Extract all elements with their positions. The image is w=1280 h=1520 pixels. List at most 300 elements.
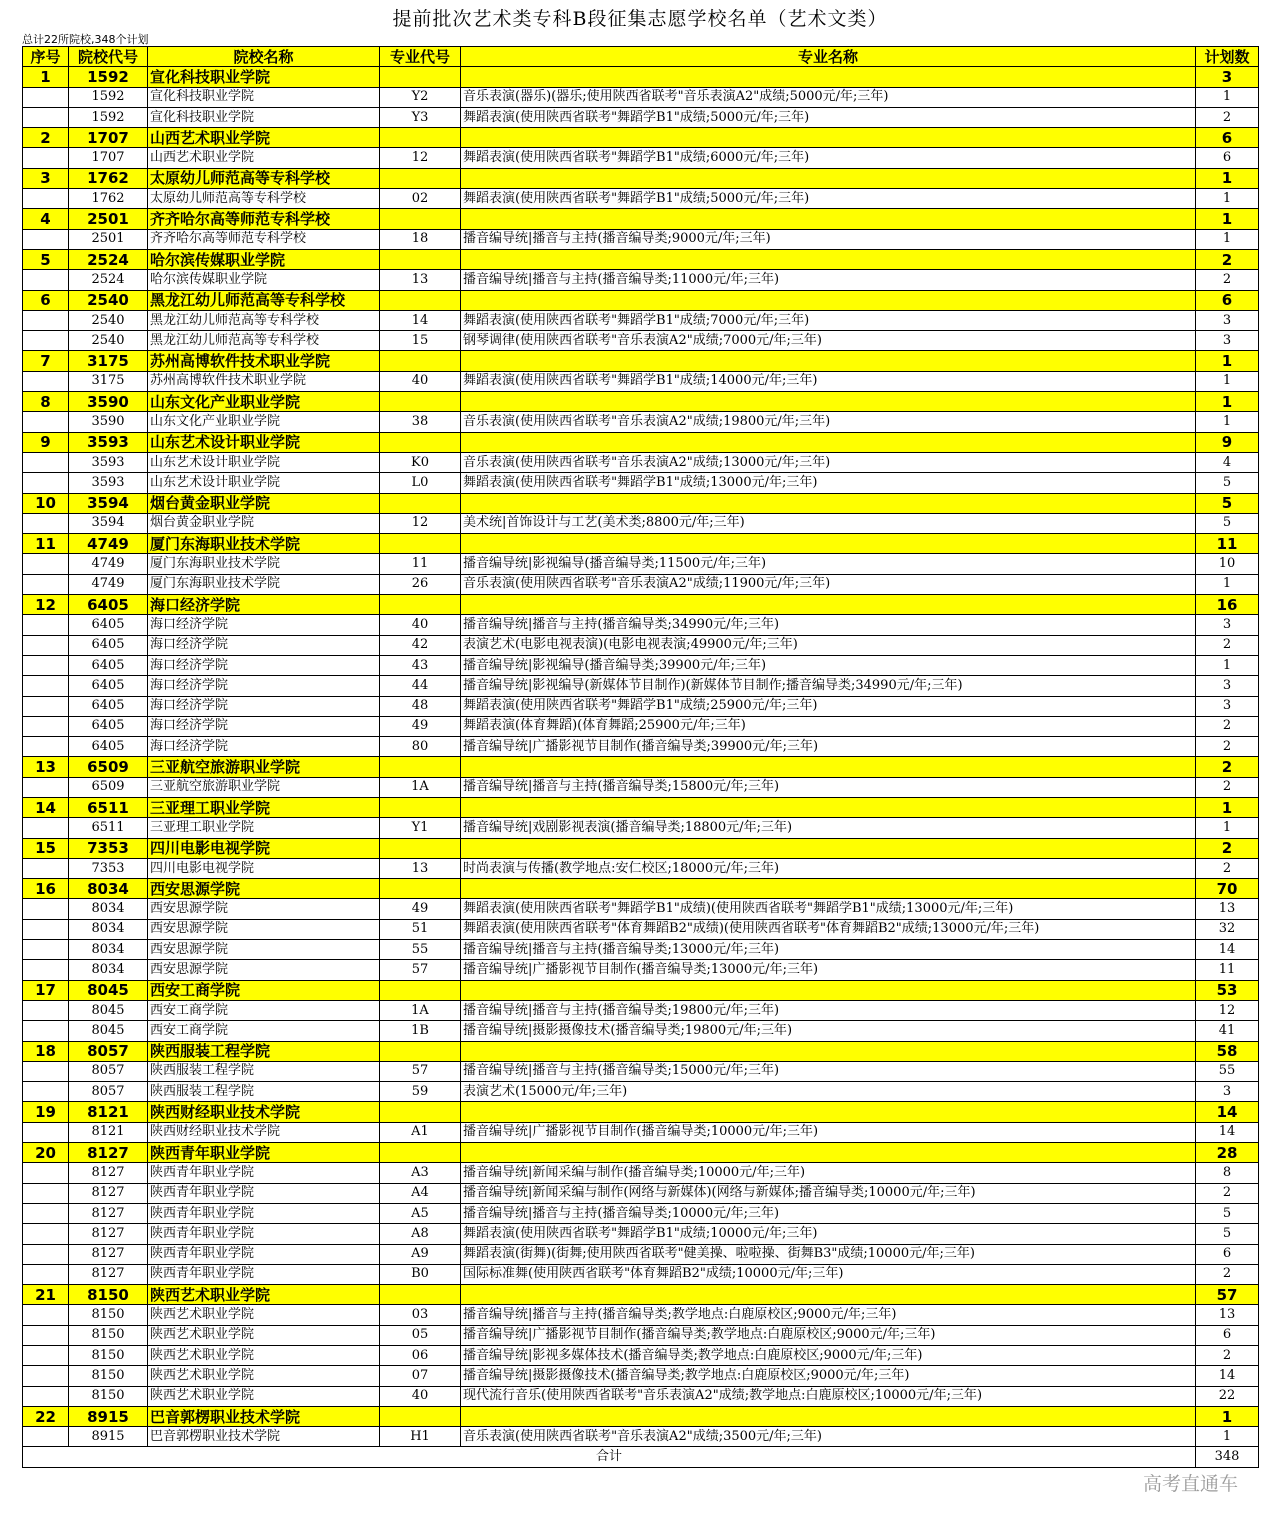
major-school-name: 三亚航空旅游职业学院 xyxy=(148,777,380,797)
school-seq: 1 xyxy=(23,67,69,87)
major-row xyxy=(23,1203,1259,1223)
major-code: 49 xyxy=(380,899,461,919)
school-row xyxy=(23,1102,1259,1122)
major-name: 舞蹈表演(使用陕西省联考"体育舞蹈B2"成绩)(使用陕西省联考"体育舞蹈B2"成绩;13000元/年;三年) xyxy=(461,919,1196,939)
major-name: 播音编导统|影视编导(播音编导类;11500元/年;三年) xyxy=(461,554,1196,574)
major-seq-empty xyxy=(23,1386,69,1406)
major-code: 1A xyxy=(380,1000,461,1020)
school-seq: 11 xyxy=(23,534,69,554)
major-school-code: 8034 xyxy=(69,919,148,939)
school-major-code-empty xyxy=(380,838,461,858)
major-code: 40 xyxy=(380,615,461,635)
major-code: A8 xyxy=(380,1224,461,1244)
major-school-code: 2540 xyxy=(69,310,148,330)
major-seq-empty xyxy=(23,1021,69,1041)
major-school-code: 8057 xyxy=(69,1082,148,1102)
major-code: 44 xyxy=(380,676,461,696)
watermark-logo: 高考直通车 xyxy=(1143,1473,1239,1495)
major-row xyxy=(23,676,1259,696)
school-row xyxy=(23,432,1259,452)
major-name: 播音编导统|影视编导(新媒体节目制作)(新媒体节目制作;播音编导类;34990元/年;三年) xyxy=(461,676,1196,696)
major-school-code: 6509 xyxy=(69,777,148,797)
school-row xyxy=(23,757,1259,777)
major-seq-empty xyxy=(23,107,69,127)
major-seq-empty xyxy=(23,554,69,574)
major-seq-empty xyxy=(23,87,69,107)
school-row xyxy=(23,879,1259,899)
school-code: 8034 xyxy=(69,879,148,899)
major-plan: 14 xyxy=(1196,1122,1259,1142)
major-plan: 6 xyxy=(1196,1325,1259,1345)
major-school-name: 四川电影电视学院 xyxy=(148,858,380,878)
school-code: 3593 xyxy=(69,432,148,452)
major-school-code: 6405 xyxy=(69,615,148,635)
major-school-name: 陕西服装工程学院 xyxy=(148,1082,380,1102)
major-code: 55 xyxy=(380,940,461,960)
major-seq-empty xyxy=(23,676,69,696)
school-major-name-empty xyxy=(461,1143,1196,1163)
school-major-name-empty xyxy=(461,1285,1196,1305)
header-plan: 计划数 xyxy=(1196,47,1259,67)
major-name: 钢琴调律(使用陕西省联考"音乐表演A2"成绩;7000元/年;三年) xyxy=(461,331,1196,351)
major-name: 国际标准舞(使用陕西省联考"体育舞蹈B2"成绩;10000元/年;三年) xyxy=(461,1264,1196,1284)
major-code: 18 xyxy=(380,229,461,249)
major-school-code: 8150 xyxy=(69,1386,148,1406)
school-name: 西安工商学院 xyxy=(148,980,380,1000)
major-school-code: 3590 xyxy=(69,412,148,432)
school-row xyxy=(23,1143,1259,1163)
school-seq: 7 xyxy=(23,351,69,371)
major-plan: 1 xyxy=(1196,371,1259,391)
major-school-name: 陕西青年职业学院 xyxy=(148,1264,380,1284)
major-school-code: 2501 xyxy=(69,229,148,249)
school-seq: 16 xyxy=(23,879,69,899)
school-code: 2501 xyxy=(69,209,148,229)
major-seq-empty xyxy=(23,858,69,878)
table-body xyxy=(23,67,1259,1447)
major-school-code: 6405 xyxy=(69,635,148,655)
school-plan: 53 xyxy=(1196,980,1259,1000)
school-row xyxy=(23,980,1259,1000)
school-row xyxy=(23,392,1259,412)
major-name: 美术统|首饰设计与工艺(美术类;8800元/年;三年) xyxy=(461,513,1196,533)
major-seq-empty xyxy=(23,919,69,939)
major-row xyxy=(23,1264,1259,1284)
major-school-code: 8034 xyxy=(69,940,148,960)
school-name: 西安思源学院 xyxy=(148,879,380,899)
school-major-code-empty xyxy=(380,534,461,554)
major-code: 07 xyxy=(380,1366,461,1386)
major-seq-empty xyxy=(23,574,69,594)
major-seq-empty xyxy=(23,737,69,757)
school-row xyxy=(23,290,1259,310)
major-row xyxy=(23,696,1259,716)
major-name: 舞蹈表演(使用陕西省联考"舞蹈学B1"成绩)(使用陕西省联考"舞蹈学B1"成绩;13000元/年;三年) xyxy=(461,899,1196,919)
major-plan: 2 xyxy=(1196,1346,1259,1366)
school-code: 3590 xyxy=(69,392,148,412)
major-code: 40 xyxy=(380,1386,461,1406)
major-name: 播音编导统|广播影视节目制作(播音编导类;13000元/年;三年) xyxy=(461,960,1196,980)
major-name: 播音编导统|摄影摄像技术(播音编导类;教学地点:白鹿原校区;9000元/年;三年) xyxy=(461,1366,1196,1386)
major-code: 12 xyxy=(380,148,461,168)
school-row xyxy=(23,595,1259,615)
school-seq: 8 xyxy=(23,392,69,412)
school-major-code-empty xyxy=(380,757,461,777)
school-code: 8127 xyxy=(69,1143,148,1163)
school-seq: 10 xyxy=(23,493,69,513)
major-code: A3 xyxy=(380,1163,461,1183)
school-row xyxy=(23,1406,1259,1426)
school-major-name-empty xyxy=(461,1406,1196,1426)
major-code: 11 xyxy=(380,554,461,574)
major-school-name: 宣化科技职业学院 xyxy=(148,87,380,107)
major-school-name: 厦门东海职业技术学院 xyxy=(148,574,380,594)
major-row xyxy=(23,1122,1259,1142)
major-code: 49 xyxy=(380,716,461,736)
major-row xyxy=(23,473,1259,493)
major-school-name: 海口经济学院 xyxy=(148,716,380,736)
major-code: 48 xyxy=(380,696,461,716)
school-code: 6509 xyxy=(69,757,148,777)
major-name: 播音编导统|播音与主持(播音编导类;19800元/年;三年) xyxy=(461,1000,1196,1020)
school-name: 齐齐哈尔高等师范专科学校 xyxy=(148,209,380,229)
school-seq: 20 xyxy=(23,1143,69,1163)
major-name: 播音编导统|播音与主持(播音编导类;教学地点:白鹿原校区;9000元/年;三年) xyxy=(461,1305,1196,1325)
header-code: 院校代号 xyxy=(69,47,148,67)
major-school-name: 苏州高博软件技术职业学院 xyxy=(148,371,380,391)
major-school-name: 陕西财经职业技术学院 xyxy=(148,1122,380,1142)
major-row xyxy=(23,940,1259,960)
major-seq-empty xyxy=(23,270,69,290)
major-name: 播音编导统|播音与主持(播音编导类;15800元/年;三年) xyxy=(461,777,1196,797)
school-major-name-empty xyxy=(461,1041,1196,1061)
major-school-code: 8127 xyxy=(69,1163,148,1183)
school-plan: 5 xyxy=(1196,493,1259,513)
major-code: H1 xyxy=(380,1427,461,1447)
school-code: 2524 xyxy=(69,249,148,269)
school-plan: 57 xyxy=(1196,1285,1259,1305)
major-school-name: 哈尔滨传媒职业学院 xyxy=(148,270,380,290)
major-name: 舞蹈表演(使用陕西省联考"舞蹈学B1"成绩;5000元/年;三年) xyxy=(461,107,1196,127)
header-row xyxy=(23,47,1259,67)
school-name: 哈尔滨传媒职业学院 xyxy=(148,249,380,269)
major-plan: 4 xyxy=(1196,452,1259,472)
major-name: 播音编导统|摄影摄像技术(播音编导类;19800元/年;三年) xyxy=(461,1021,1196,1041)
header-major-name: 专业名称 xyxy=(461,47,1196,67)
major-plan: 13 xyxy=(1196,899,1259,919)
school-major-name-empty xyxy=(461,168,1196,188)
school-seq: 5 xyxy=(23,249,69,269)
major-plan: 22 xyxy=(1196,1386,1259,1406)
major-school-code: 6405 xyxy=(69,716,148,736)
school-major-code-empty xyxy=(380,392,461,412)
major-code: Y2 xyxy=(380,87,461,107)
school-name: 巴音郭楞职业技术学院 xyxy=(148,1406,380,1426)
school-code: 3175 xyxy=(69,351,148,371)
school-row xyxy=(23,249,1259,269)
major-plan: 2 xyxy=(1196,270,1259,290)
major-school-name: 海口经济学院 xyxy=(148,655,380,675)
major-school-code: 4749 xyxy=(69,554,148,574)
school-major-name-empty xyxy=(461,757,1196,777)
major-row xyxy=(23,574,1259,594)
major-seq-empty xyxy=(23,1366,69,1386)
major-code: 40 xyxy=(380,371,461,391)
major-seq-empty xyxy=(23,1163,69,1183)
major-plan: 1 xyxy=(1196,189,1259,209)
major-plan: 2 xyxy=(1196,107,1259,127)
school-code: 8915 xyxy=(69,1406,148,1426)
major-name: 播音编导统|新闻采编与制作(播音编导类;10000元/年;三年) xyxy=(461,1163,1196,1183)
major-school-code: 4749 xyxy=(69,574,148,594)
school-name: 陕西服装工程学院 xyxy=(148,1041,380,1061)
school-name: 山西艺术职业学院 xyxy=(148,128,380,148)
major-plan: 3 xyxy=(1196,310,1259,330)
major-school-code: 8127 xyxy=(69,1183,148,1203)
major-code: 59 xyxy=(380,1082,461,1102)
major-code: 57 xyxy=(380,1061,461,1081)
major-code: A5 xyxy=(380,1203,461,1223)
major-school-name: 黑龙江幼儿师范高等专科学校 xyxy=(148,331,380,351)
major-row xyxy=(23,1000,1259,1020)
school-plan: 2 xyxy=(1196,249,1259,269)
major-row xyxy=(23,899,1259,919)
major-name: 播音编导统|播音与主持(播音编导类;10000元/年;三年) xyxy=(461,1203,1196,1223)
major-plan: 5 xyxy=(1196,1203,1259,1223)
school-name: 宣化科技职业学院 xyxy=(148,67,380,87)
major-school-code: 3175 xyxy=(69,371,148,391)
school-major-code-empty xyxy=(380,1406,461,1426)
school-major-code-empty xyxy=(380,595,461,615)
major-plan: 5 xyxy=(1196,1224,1259,1244)
major-name: 舞蹈表演(使用陕西省联考"舞蹈学B1"成绩;7000元/年;三年) xyxy=(461,310,1196,330)
school-plan: 3 xyxy=(1196,67,1259,87)
major-name: 播音编导统|广播影视节目制作(播音编导类;教学地点:白鹿原校区;9000元/年;三年) xyxy=(461,1325,1196,1345)
school-major-name-empty xyxy=(461,249,1196,269)
major-code: 15 xyxy=(380,331,461,351)
school-name: 太原幼儿师范高等专科学校 xyxy=(148,168,380,188)
total-row xyxy=(23,1447,1259,1467)
school-plan: 16 xyxy=(1196,595,1259,615)
major-row xyxy=(23,1427,1259,1447)
major-school-name: 巴音郭楞职业技术学院 xyxy=(148,1427,380,1447)
school-seq: 13 xyxy=(23,757,69,777)
major-school-name: 齐齐哈尔高等师范专科学校 xyxy=(148,229,380,249)
school-code: 8121 xyxy=(69,1102,148,1122)
major-school-code: 7353 xyxy=(69,858,148,878)
major-seq-empty xyxy=(23,1061,69,1081)
major-seq-empty xyxy=(23,940,69,960)
school-seq: 4 xyxy=(23,209,69,229)
school-major-code-empty xyxy=(380,209,461,229)
major-name: 舞蹈表演(使用陕西省联考"舞蹈学B1"成绩;25900元/年;三年) xyxy=(461,696,1196,716)
school-seq: 15 xyxy=(23,838,69,858)
major-school-code: 8150 xyxy=(69,1325,148,1345)
school-major-code-empty xyxy=(380,879,461,899)
major-row xyxy=(23,412,1259,432)
major-row xyxy=(23,1183,1259,1203)
major-school-code: 1762 xyxy=(69,189,148,209)
major-seq-empty xyxy=(23,655,69,675)
major-row xyxy=(23,87,1259,107)
major-seq-empty xyxy=(23,1203,69,1223)
major-plan: 3 xyxy=(1196,1082,1259,1102)
major-plan: 14 xyxy=(1196,1366,1259,1386)
major-school-code: 6405 xyxy=(69,655,148,675)
major-code: Y1 xyxy=(380,818,461,838)
major-row xyxy=(23,635,1259,655)
school-major-name-empty xyxy=(461,290,1196,310)
major-school-code: 8150 xyxy=(69,1366,148,1386)
major-row xyxy=(23,1346,1259,1366)
major-row xyxy=(23,1082,1259,1102)
school-row xyxy=(23,1285,1259,1305)
major-plan: 3 xyxy=(1196,331,1259,351)
major-school-name: 海口经济学院 xyxy=(148,615,380,635)
major-code: 26 xyxy=(380,574,461,594)
page-title: 提前批次艺术类专科B段征集志愿学校名单（艺术文类） xyxy=(392,8,888,30)
school-name: 四川电影电视学院 xyxy=(148,838,380,858)
major-seq-empty xyxy=(23,1325,69,1345)
major-plan: 10 xyxy=(1196,554,1259,574)
school-plan: 1 xyxy=(1196,209,1259,229)
major-plan: 1 xyxy=(1196,1427,1259,1447)
major-name: 音乐表演(使用陕西省联考"音乐表演A2"成绩;11900元/年;三年) xyxy=(461,574,1196,594)
school-row xyxy=(23,1041,1259,1061)
school-code: 1592 xyxy=(69,67,148,87)
major-code: 57 xyxy=(380,960,461,980)
major-seq-empty xyxy=(23,331,69,351)
school-name: 三亚航空旅游职业学院 xyxy=(148,757,380,777)
school-major-name-empty xyxy=(461,392,1196,412)
major-code: 13 xyxy=(380,858,461,878)
major-school-name: 陕西青年职业学院 xyxy=(148,1183,380,1203)
major-plan: 32 xyxy=(1196,919,1259,939)
school-major-name-empty xyxy=(461,980,1196,1000)
major-school-name: 海口经济学院 xyxy=(148,676,380,696)
major-school-name: 陕西艺术职业学院 xyxy=(148,1346,380,1366)
school-major-name-empty xyxy=(461,432,1196,452)
major-seq-empty xyxy=(23,452,69,472)
major-school-name: 西安工商学院 xyxy=(148,1021,380,1041)
major-seq-empty xyxy=(23,473,69,493)
major-school-name: 西安思源学院 xyxy=(148,919,380,939)
major-row xyxy=(23,189,1259,209)
major-school-code: 6405 xyxy=(69,696,148,716)
school-major-code-empty xyxy=(380,128,461,148)
major-code: 14 xyxy=(380,310,461,330)
major-name: 舞蹈表演(使用陕西省联考"舞蹈学B1"成绩;14000元/年;三年) xyxy=(461,371,1196,391)
major-row xyxy=(23,270,1259,290)
school-name: 厦门东海职业技术学院 xyxy=(148,534,380,554)
major-school-code: 8127 xyxy=(69,1244,148,1264)
school-row xyxy=(23,797,1259,817)
major-school-name: 陕西青年职业学院 xyxy=(148,1163,380,1183)
school-plan: 6 xyxy=(1196,128,1259,148)
major-name: 播音编导统|戏剧影视表演(播音编导类;18800元/年;三年) xyxy=(461,818,1196,838)
major-seq-empty xyxy=(23,1305,69,1325)
major-plan: 2 xyxy=(1196,777,1259,797)
school-seq: 14 xyxy=(23,797,69,817)
major-school-code: 6405 xyxy=(69,737,148,757)
school-major-code-empty xyxy=(380,351,461,371)
major-school-code: 8121 xyxy=(69,1122,148,1142)
major-row xyxy=(23,777,1259,797)
major-seq-empty xyxy=(23,818,69,838)
major-row xyxy=(23,310,1259,330)
major-plan: 1 xyxy=(1196,229,1259,249)
school-name: 山东艺术设计职业学院 xyxy=(148,432,380,452)
major-code: Y3 xyxy=(380,107,461,127)
major-code: 05 xyxy=(380,1325,461,1345)
major-row xyxy=(23,1386,1259,1406)
major-school-code: 3594 xyxy=(69,513,148,533)
major-code: 38 xyxy=(380,412,461,432)
major-row xyxy=(23,1061,1259,1081)
major-row xyxy=(23,919,1259,939)
major-seq-empty xyxy=(23,899,69,919)
major-code: 12 xyxy=(380,513,461,533)
major-plan: 2 xyxy=(1196,737,1259,757)
school-major-code-empty xyxy=(380,168,461,188)
school-seq: 2 xyxy=(23,128,69,148)
school-major-name-empty xyxy=(461,209,1196,229)
major-school-name: 陕西艺术职业学院 xyxy=(148,1325,380,1345)
major-seq-empty xyxy=(23,310,69,330)
school-name: 黑龙江幼儿师范高等专科学校 xyxy=(148,290,380,310)
school-row xyxy=(23,838,1259,858)
school-row xyxy=(23,209,1259,229)
major-name: 舞蹈表演(使用陕西省联考"舞蹈学B1"成绩;10000元/年;三年) xyxy=(461,1224,1196,1244)
major-seq-empty xyxy=(23,371,69,391)
major-row xyxy=(23,1224,1259,1244)
header-seq: 序号 xyxy=(23,47,69,67)
school-table xyxy=(22,46,1259,1468)
major-seq-empty xyxy=(23,777,69,797)
school-row xyxy=(23,128,1259,148)
major-seq-empty xyxy=(23,412,69,432)
major-row xyxy=(23,737,1259,757)
major-plan: 2 xyxy=(1196,1264,1259,1284)
major-row xyxy=(23,229,1259,249)
major-seq-empty xyxy=(23,1082,69,1102)
school-major-name-empty xyxy=(461,838,1196,858)
major-school-name: 烟台黄金职业学院 xyxy=(148,513,380,533)
major-school-code: 8127 xyxy=(69,1203,148,1223)
major-code: 03 xyxy=(380,1305,461,1325)
major-seq-empty xyxy=(23,696,69,716)
school-seq: 18 xyxy=(23,1041,69,1061)
major-plan: 2 xyxy=(1196,1183,1259,1203)
school-name: 陕西青年职业学院 xyxy=(148,1143,380,1163)
school-plan: 2 xyxy=(1196,757,1259,777)
major-plan: 13 xyxy=(1196,1305,1259,1325)
major-school-name: 陕西青年职业学院 xyxy=(148,1244,380,1264)
major-school-name: 西安思源学院 xyxy=(148,960,380,980)
major-plan: 1 xyxy=(1196,574,1259,594)
total-plan: 348 xyxy=(1196,1447,1259,1467)
major-row xyxy=(23,331,1259,351)
major-school-name: 海口经济学院 xyxy=(148,737,380,757)
major-code: 43 xyxy=(380,655,461,675)
major-seq-empty xyxy=(23,148,69,168)
school-code: 7353 xyxy=(69,838,148,858)
major-plan: 2 xyxy=(1196,858,1259,878)
school-major-code-empty xyxy=(380,797,461,817)
major-row xyxy=(23,452,1259,472)
major-seq-empty xyxy=(23,189,69,209)
school-code: 8045 xyxy=(69,980,148,1000)
